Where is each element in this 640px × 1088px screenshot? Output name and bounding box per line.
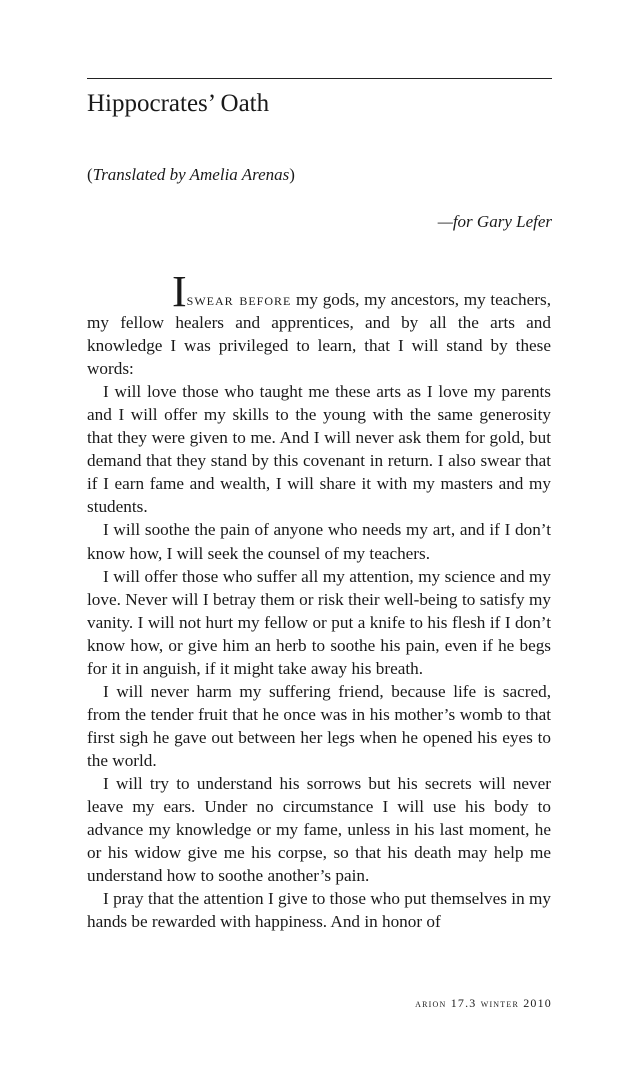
translator-text: Translated by Amelia Arenas (92, 165, 290, 184)
oath-body (87, 267, 551, 933)
running-footer: arion 17.3 winter 2010 (415, 996, 552, 1010)
translator-credit (87, 163, 295, 187)
paragraph: I will never harm my suffering friend, because life is sacred, from the tender fruit that he once was in his mother’s womb to that first sigh he gave out between her legs when he opened his eyes to the world. (87, 681, 551, 770)
paragraph: I pray that the attention I give to those who put themselves in my hands be rewarded with happiness. And in honor of (87, 889, 551, 932)
header-rule (87, 78, 552, 79)
translator-open-paren: ( (87, 165, 93, 184)
paragraph: I will try to understand his sorrows but his secrets will never leave my ears. Under no circumstance I will use his body to advance my knowledge or my fame, unless in his last moment, he or his widow give me his corpse, so that his death may help me understand how to soothe another’s pain. (87, 773, 551, 886)
translator-close-paren: ) (289, 165, 295, 184)
paragraph: I will love those who taught me these arts as I love my parents and I will offer my skills to the young with the same generosity that they were given to me. And I will never ask them for gold, but demand that they stand by this covenant in return. I also swear that if I earn fame and wealth, I will share it with my masters and my students. (87, 382, 551, 517)
opening-text: my gods, my ancestors, my teachers, my fellow healers and apprentices, and by all the arts and knowledge I was privileged to learn, that I will stand by these words: (87, 290, 551, 379)
paragraph: I will offer those who suffer all my attention, my science and my love. Never will I betray them or risk their well-being to satisfy my vanity. I will not hurt my fellow or put a knife to his flesh if I don’t know how, or give him an herb to soothe his pain, even if he begs for it in anguish, if it might take away his breath. (87, 566, 551, 678)
page-title: Hippocrates’ Oath (87, 90, 270, 117)
lead-in-smallcaps: swear before (186, 290, 292, 309)
drop-cap: I (172, 267, 187, 316)
paragraph: I will soothe the pain of anyone who needs my art, and if I don’t know how, I will seek the counsel of my teachers. (87, 520, 551, 563)
dedication: —for Gary Lefer (437, 212, 552, 231)
opening-paragraph (87, 267, 551, 380)
